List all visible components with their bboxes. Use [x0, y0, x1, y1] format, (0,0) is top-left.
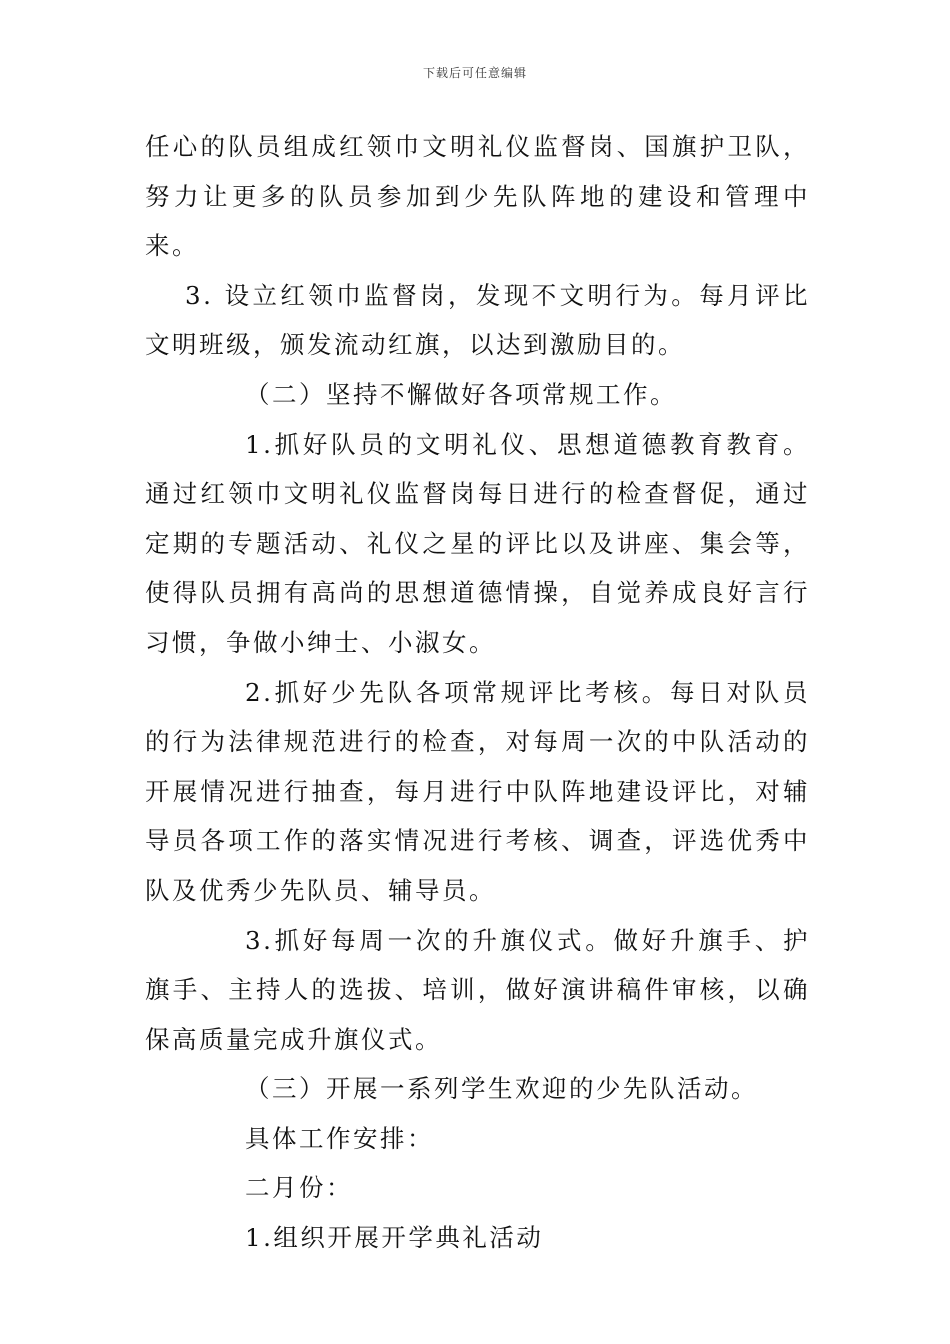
paragraph-item-2-assessment: 2.抓好少先队各项常规评比考核。每日对队员的行为法律规范进行的检查，对每周一次的中队活动的开展情况进行抽查，每月进行中队阵地建设评比，对辅导员各项工作的落实情况进行考核、调查，评选优秀中队及优秀少先队员、辅导员。 — [145, 677, 810, 905]
section-heading-2: （二）坚持不懈做好各项常规工作。 — [245, 379, 677, 409]
paragraph-item-3-supervision: 3. 设立红领巾监督岗，发现不文明行为。每月评比文明班级，颁发流动红旗，以达到激励目的。 — [145, 280, 810, 360]
paragraph-item-3-flag-ceremony: 3.抓好每周一次的升旗仪式。做好升旗手、护旗手、主持人的选拔、培训，做好演讲稿件审核，以确保高质量完成升旗仪式。 — [145, 925, 810, 1054]
paragraph-continuation: 任心的队员组成红领巾文明礼仪监督岗、国旗护卫队，努力让更多的队员参加到少先队阵地的建设和管理中来。 — [145, 132, 810, 261]
section-heading-3: （三）开展一系列学生欢迎的少先队活动。 — [245, 1074, 758, 1104]
page-header: 下载后可任意编辑 — [422, 66, 527, 80]
document-body — [145, 122, 810, 1263]
paragraph-item-1-etiquette: 1.抓好队员的文明礼仪、思想道德教育教育。通过红领巾文明礼仪监督岗每日进行的检查督促，通过定期的专题活动、礼仪之星的评比以及讲座、集会等，使得队员拥有高尚的思想道德情操，自觉养成良好言行习惯，争做小绅士、小淑女。 — [145, 429, 810, 657]
schedule-heading: 具体工作安排： — [245, 1123, 434, 1153]
month-label-february: 二月份： — [245, 1173, 353, 1203]
list-item: 1.组织开展开学典礼活动 — [245, 1223, 544, 1253]
